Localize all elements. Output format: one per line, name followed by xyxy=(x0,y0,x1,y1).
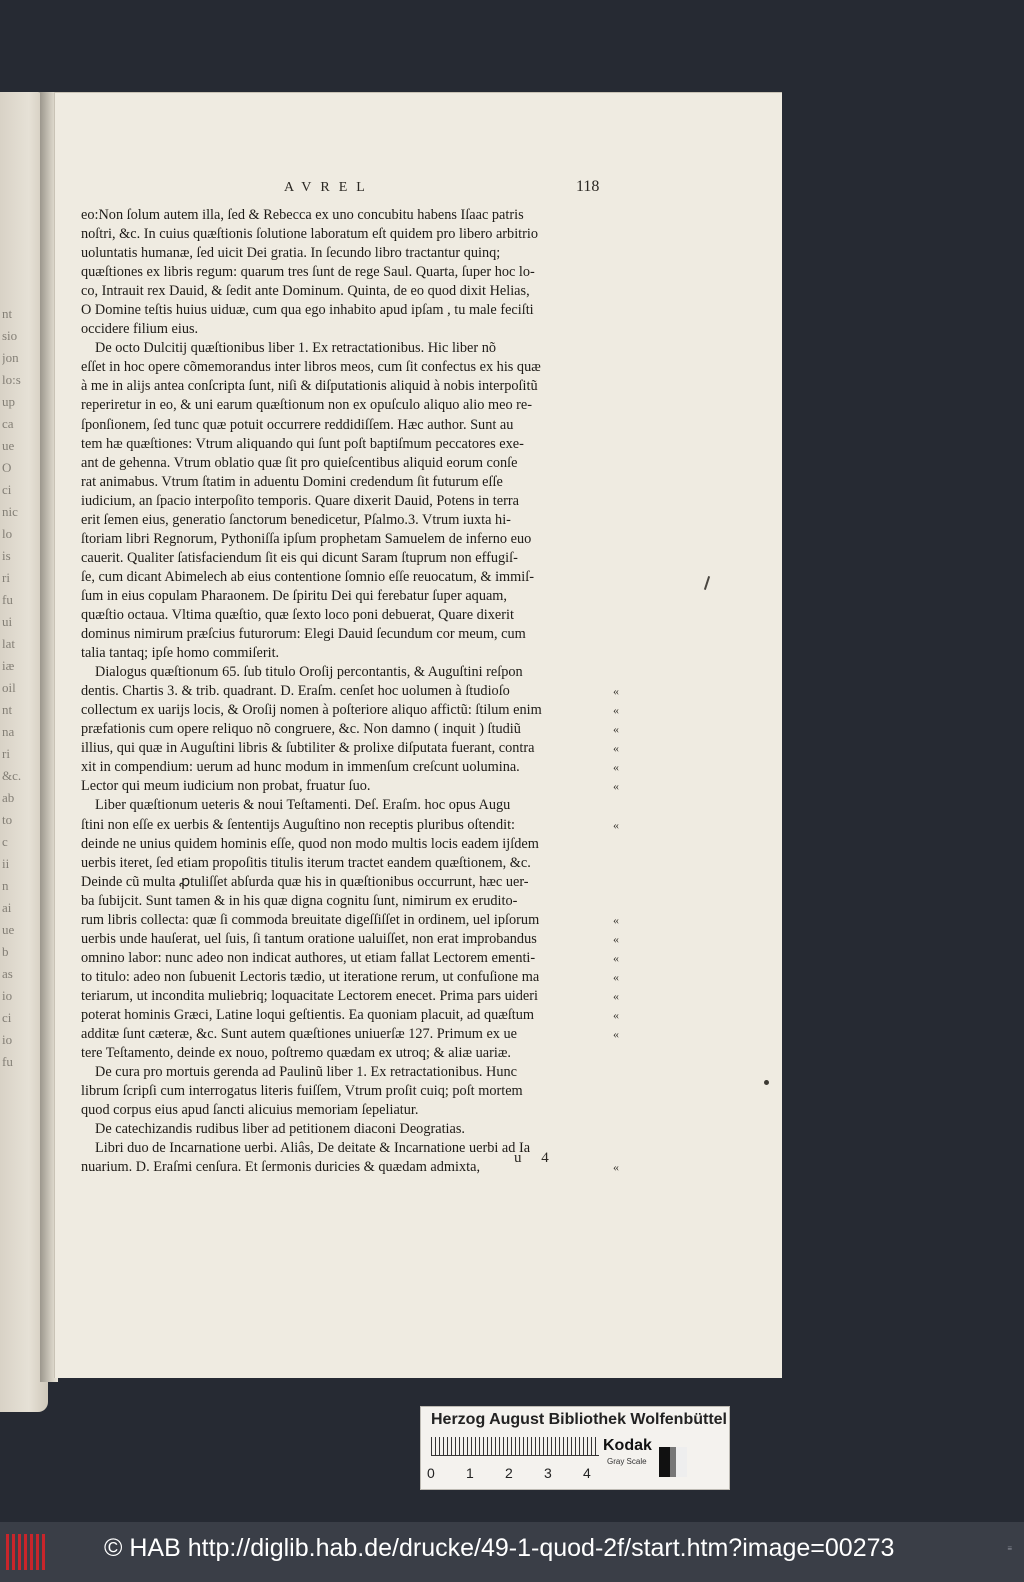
footer-bar xyxy=(0,1522,1024,1582)
faint-catchword-smudge xyxy=(82,1156,122,1168)
quote-mark xyxy=(613,358,625,377)
previous-page-fragment: nt xyxy=(2,702,13,717)
text-line: præfationis cum opere reliquo nõ congruere, &c. Non damno ( inquit ) ſtudiũ xyxy=(81,721,521,738)
previous-page-fragment: lo:s xyxy=(2,372,21,387)
quote-mark xyxy=(613,835,625,854)
paragraph xyxy=(81,796,609,1063)
kodak-logo: Kodak xyxy=(603,1437,652,1454)
signature-mark: u 4 xyxy=(514,1150,557,1166)
quote-mark xyxy=(613,377,625,396)
previous-page-margin-text xyxy=(2,304,26,1074)
quote-mark: « xyxy=(613,760,619,775)
previous-page-fragment: oil xyxy=(2,680,16,695)
text-line: additæ ſunt cæteræ, &c. Sunt autem quæſtiones uniuerſæ 127. Primum ex ue xyxy=(81,1026,518,1043)
quote-mark: « xyxy=(613,931,619,946)
previous-page-fragment: jon xyxy=(2,350,19,365)
quote-mark xyxy=(613,644,625,663)
quote-mark xyxy=(613,301,625,320)
text-line: cauerit. Qualiter ſatisfaciendum ſit eis qui dicunt Saram ſtuprum non effugiſ- xyxy=(81,549,518,566)
text-line: Lector qui meum iudicium non probat, fruatur ſuo. xyxy=(81,778,371,795)
quote-mark xyxy=(613,263,625,282)
scale-ruler xyxy=(431,1437,599,1456)
text-line: iudicium, an ſpacio interpoſito temporis. Quare dixerit Dauid, Potens in terra xyxy=(81,492,519,509)
previous-page-fragment: ui xyxy=(2,614,13,629)
previous-page-fragment: c xyxy=(2,834,8,849)
quote-mark: « xyxy=(613,703,619,718)
previous-page-fragment: na xyxy=(2,724,15,739)
text-line: ba ſubijcit. Sunt tamen & in his quæ digna cognitu ſunt, nimirum ex erudito- xyxy=(81,892,518,909)
quote-mark xyxy=(613,1044,625,1063)
quote-mark xyxy=(613,606,625,625)
previous-page-fragment: io xyxy=(2,1032,13,1047)
text-line: uerbis iteret, ſed etiam propoſitis titulis iterum tractet eandem quæſtionem, &c. xyxy=(81,854,531,871)
previous-page-fragment: ri xyxy=(2,746,10,761)
quote-mark: « xyxy=(613,1007,619,1022)
previous-page-fragment: io xyxy=(2,988,13,1003)
text-line: eſſet in hoc opere cõmemorandus inter libros meos, cum ſit confectus ex his quæ xyxy=(81,359,541,376)
text-line: ſponſionem, ſed tunc quæ potuit occurrere reddidiſſem. Hæc author. Sunt au xyxy=(81,416,514,433)
text-line: Dialogus quæſtionum 65. ſub titulo Oroſij percontantis, & Auguſtini reſpon xyxy=(95,664,523,681)
text-line: dentis. Chartis 3. & trib. quadrant. D. Eraſm. cenſet hoc uolumen à ſtudioſo xyxy=(81,683,510,700)
quote-mark xyxy=(613,511,625,530)
previous-page-fragment: iæ xyxy=(2,658,15,673)
quote-mark xyxy=(613,225,625,244)
quote-mark: « xyxy=(613,912,619,927)
previous-page-fragment: n xyxy=(2,878,9,893)
ruler-number: 1 xyxy=(466,1465,474,1481)
quote-mark xyxy=(613,796,625,815)
text-line: illius, qui quæ in Auguſtini libris & ſubtiliter & prolixe diſputata fuerant, contra xyxy=(81,740,535,757)
quote-mark: « xyxy=(613,741,619,756)
book-page xyxy=(54,92,782,1378)
text-line: à me in alijs antea conſcripta ſunt, niſi & diſputationis aliquid à nobis interpoſitũ xyxy=(81,378,538,395)
quote-mark: « xyxy=(613,1160,619,1175)
ruler-number: 3 xyxy=(544,1465,552,1481)
color-target-card xyxy=(420,1406,730,1490)
quote-mark: « xyxy=(613,950,619,965)
quote-mark xyxy=(613,416,625,435)
previous-page-fragment: ai xyxy=(2,900,12,915)
quote-mark xyxy=(613,892,625,911)
previous-page-fragment: fu xyxy=(2,592,13,607)
library-name: Herzog August Bibliothek Wolfenbüttel xyxy=(431,1411,727,1428)
quote-mark xyxy=(613,320,625,339)
text-line: uerbis unde hauſerat, uel ſuis, ſi tantum oratione ualuiſſet, non erat improbandus xyxy=(81,930,537,947)
text-line: quæſtio octaua. Vltima quæſtio, quæ ſexto loco poni debuerat, Quare dixerit xyxy=(81,606,514,623)
footer-mini-mark: ≡ xyxy=(1007,1544,1012,1553)
previous-page-fragment: O xyxy=(2,460,12,475)
quote-mark xyxy=(613,873,625,892)
margin-quote-marks xyxy=(613,206,625,1177)
previous-page-fragment: nt xyxy=(2,306,13,321)
text-line: De octo Dulcitij quæſtionibus liber 1. Ex retractationibus. Hic liber nõ xyxy=(95,340,497,357)
quote-mark xyxy=(613,1082,625,1101)
text-line: xit in compendium: uerum ad hunc modum in immenſum creſcunt uolumina. xyxy=(81,759,520,776)
previous-page-fragment: &c. xyxy=(2,768,22,783)
previous-page-fragment: sio xyxy=(2,328,18,343)
text-line: Liber quæſtionum ueteris & noui Teſtamenti. Deſ. Eraſm. hoc opus Augu xyxy=(95,797,511,814)
quote-mark xyxy=(613,1139,625,1158)
text-line: rum libris collecta: quæ ſi commoda breuitate digeſſiſſet in ordinem, uel ipſorum xyxy=(81,911,540,928)
body-text xyxy=(81,206,609,1177)
ruler-number: 4 xyxy=(583,1465,591,1481)
quote-mark xyxy=(613,473,625,492)
text-line: to titulo: adeo non ſubuenit Lectoris tædio, ut iteratione rerum, ut confuſione ma xyxy=(81,968,540,985)
footer-permalink[interactable]: © HAB http://diglib.hab.de/drucke/49-1-quod-2f/start.htm?image=00273 xyxy=(104,1534,895,1562)
previous-page-fragment: ue xyxy=(2,922,15,937)
text-line: poterat hominis Græci, Latine loqui geſtientis. Ea quoniam placuit, ad quæſtum xyxy=(81,1006,535,1023)
text-line: ſtoriam libri Regnorum, Pythoniſſa ipſum prophetam Samuelem de inferno euo xyxy=(81,530,532,547)
text-line: teriarum, ut incondita muliebriq; loquacitate Lectorem enecet. Prima pars uideri xyxy=(81,987,538,1004)
quote-mark: « xyxy=(613,1027,619,1042)
quote-mark: « xyxy=(613,722,619,737)
ruler-number: 2 xyxy=(505,1465,513,1481)
page-number: 118 xyxy=(576,178,600,195)
quote-mark xyxy=(613,206,625,225)
quote-mark xyxy=(613,282,625,301)
previous-page-fragment: up xyxy=(2,394,15,409)
gray-swatch xyxy=(659,1447,687,1477)
quote-mark xyxy=(613,1120,625,1139)
previous-page-fragment: as xyxy=(2,966,13,981)
quote-mark: « xyxy=(613,988,619,1003)
quote-mark xyxy=(613,1063,625,1082)
text-line: reperiretur in eo, & uni earum quæſtionum non ex opuſculo aliquo alio meo re- xyxy=(81,397,533,414)
text-line: tem hæ quæſtiones: Vtrum aliquando qui ſunt poſt baptiſmum peccatores exe- xyxy=(81,435,524,452)
pen-mark xyxy=(704,576,710,590)
quote-mark xyxy=(613,454,625,473)
previous-page-fragment: nic xyxy=(2,504,18,519)
previous-page-fragment: ri xyxy=(2,570,10,585)
hab-logo-icon xyxy=(6,1534,46,1570)
previous-page-fragment: b xyxy=(2,944,9,959)
text-line: uoluntatis humanæ, ſed uicit Dei gratia. In ſecundo libro tractantur quinq; xyxy=(81,245,501,262)
previous-page-fragment: fu xyxy=(2,1054,13,1069)
previous-page-fragment: ue xyxy=(2,438,15,453)
text-line: co, Intrauit rex Dauid, & ſedit ante Dominum. Quinta, de eo quod dixit Helias, xyxy=(81,283,530,300)
ink-dot xyxy=(764,1080,769,1085)
text-line: librum ſcripſi cum interrogatus literis fuiſſem, Vtrum proſit cuiq; poſt mortem xyxy=(81,1083,523,1100)
quote-mark xyxy=(613,1101,625,1120)
text-line: O Domine teſtis huius uiduæ, cum qua ego inhabito apud ipſam , tu male feciſti xyxy=(81,302,534,319)
previous-page-fragment: ca xyxy=(2,416,14,431)
quote-mark xyxy=(613,396,625,415)
text-line: deinde ne unius quidem hominis eſſe, quod non modo multis locis eadem ijſdem xyxy=(81,835,539,852)
paragraph xyxy=(81,1120,609,1139)
text-line: quod corpus eius apud ſancti alicuius memoriam ſepeliatur. xyxy=(81,1102,419,1119)
text-line: Deinde cũ multa ꝓtuliſſet abſurda quæ his in quæſtionibus occurrunt, hæc uer- xyxy=(81,873,529,890)
quote-mark xyxy=(613,549,625,568)
paragraph xyxy=(81,1063,609,1120)
quote-mark xyxy=(613,339,625,358)
text-line: tere Teſtamento, deinde ex nouo, poſtremo quædam ex utroq; & aliæ uariæ. xyxy=(81,1045,511,1062)
previous-page-fragment: lat xyxy=(2,636,15,651)
previous-page-fragment: ci xyxy=(2,1010,12,1025)
previous-page-fragment: lo xyxy=(2,526,13,541)
quote-mark xyxy=(613,625,625,644)
paragraph xyxy=(81,663,609,796)
quote-mark xyxy=(613,530,625,549)
quote-mark: « xyxy=(613,969,619,984)
text-line: rat animabus. Vtrum ſtatim in aduentu Domini credendum ſit futurum eſſe xyxy=(81,473,503,490)
text-line: erit ſemen eius, generatio ſanctorum benedicetur, Pſalmo.3. Vtrum iuxta hi- xyxy=(81,511,511,528)
text-line: quæſtiones ex libris regum: quarum tres ſunt de rege Saul. Quarta, ſuper hoc lo- xyxy=(81,264,535,281)
text-line: ſe, cum dicant Abimelech ab eius contentione ſomnio eſſe reuocatum, & immiſ- xyxy=(81,568,535,585)
text-line: dominus nimirum præſcius futurorum: Elegi Dauid ſecundum cor meum, cum xyxy=(81,626,526,643)
quote-mark: « xyxy=(613,684,619,699)
quote-mark xyxy=(613,854,625,873)
paragraph xyxy=(81,339,609,663)
text-line: De cura pro mortuis gerenda ad Paulinũ liber 1. Ex retractationibus. Hunc xyxy=(95,1064,518,1081)
ruler-number: 0 xyxy=(427,1465,435,1481)
text-line: ant de gehenna. Vtrum oblatio quæ ſit pro quieſcentibus aliquid eorum conſe xyxy=(81,454,518,471)
text-line: ſum in eius copulam Pharaonem. De ſpiritu Dei qui ferebatur ſuper aquam, xyxy=(81,587,508,604)
text-line: Libri duo de Incarnatione uerbi. Aliâs, De deitate & Incarnatione uerbi ad Ia xyxy=(95,1140,531,1157)
text-line: collectum ex uarijs locis, & Oroſij nomen à poſteriore aliquo affictũ: ſtilum enim xyxy=(81,702,542,719)
quote-mark xyxy=(613,244,625,263)
quote-mark xyxy=(613,663,625,682)
text-line: eo:Non ſolum autem illa, ſed & Rebecca ex uno concubitu habens Iſaac patris xyxy=(81,207,524,223)
quote-mark: « xyxy=(613,779,619,794)
gray-scale-label: Gray Scale xyxy=(607,1457,647,1466)
quote-mark xyxy=(613,568,625,587)
previous-page-fragment: ii xyxy=(2,856,10,871)
previous-page-fragment: is xyxy=(2,548,11,563)
text-line: talia tantaq; ipſe homo commiſerit. xyxy=(81,645,280,662)
text-line: noſtri, &c. In cuius quæſtionis ſolutione laboratum eſt quidem pro libero arbitrio xyxy=(81,226,539,243)
quote-mark xyxy=(613,587,625,606)
previous-page-fragment: ci xyxy=(2,482,12,497)
text-line: occidere filium eius. xyxy=(81,321,199,338)
quote-mark: « xyxy=(613,817,619,832)
quote-mark xyxy=(613,435,625,454)
previous-page-fragment: ab xyxy=(2,790,15,805)
text-line: nuarium. D. Eraſmi cenſura. Et ſermonis duricies & quædam admixta, xyxy=(81,1159,481,1176)
previous-page-fragment: to xyxy=(2,812,13,827)
quote-mark xyxy=(613,492,625,511)
text-line: De catechizandis rudibus liber ad petitionem diaconi Deogratias. xyxy=(95,1121,466,1138)
running-head: AVREL xyxy=(284,180,374,195)
text-line: ſtini non eſſe ex uerbis & ſententijs Auguſtino non receptis pluribus oſtendit: xyxy=(81,816,516,833)
paragraph xyxy=(81,206,609,339)
text-line: omnino labor: nunc adeo non indicat authores, ut etiam fallat Lectorem ementi- xyxy=(81,949,536,966)
